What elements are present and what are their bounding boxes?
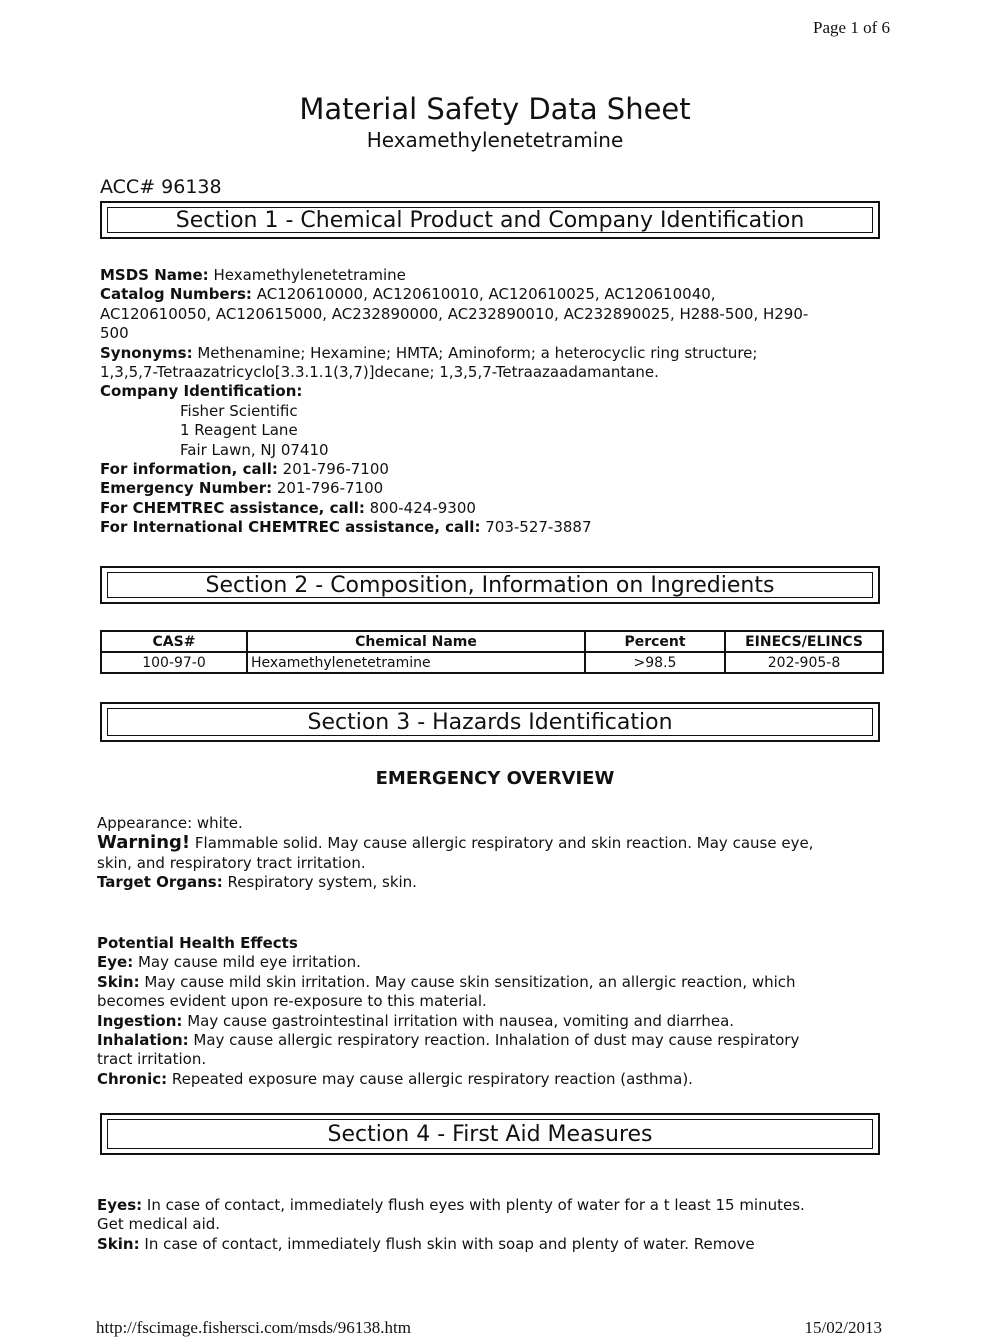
company-name: Fisher Scientific [180, 401, 298, 420]
info-phone: 201-796-7100 [282, 460, 389, 479]
synonyms-value: Methenamine; Hexamine; HMTA; Aminoform; a heterocyclic ring structure; [197, 343, 758, 362]
section-1-body [100, 266, 890, 538]
company-label-text: Company Identification: [100, 382, 303, 401]
health-effects-body [97, 934, 887, 1089]
section-4-title: Section 4 - First Aid Measures [107, 1119, 873, 1149]
target-organs-line [97, 873, 887, 892]
footer-url: http://fscimage.fishersci.com/msds/96138.htm [96, 1318, 411, 1337]
company-city: Fair Lawn, NJ 07410 [180, 440, 329, 459]
emergency-overview-heading: EMERGENCY OVERVIEW [375, 768, 615, 789]
chemtrec-label: For CHEMTREC assistance, call: [100, 498, 365, 517]
section-4-header [100, 1113, 880, 1155]
synonyms-label: Synonyms: [100, 343, 193, 362]
section-2-title: Section 2 - Composition, Information on Ingredients [107, 572, 873, 598]
info-label: For information, call: [100, 460, 278, 479]
health-effects-heading-text: Potential Health Effects [97, 934, 298, 952]
msds-name-line [100, 266, 890, 285]
first-aid-eyes-line-2: Get medical aid. [97, 1215, 221, 1234]
cell-chemical-name: Hexamethylenetetramine [247, 652, 585, 673]
catalog-line-3: 500 [100, 324, 129, 343]
page-number: Page 1 of 6 [813, 18, 890, 37]
target-organs-value: Respiratory system, skin. [227, 873, 417, 892]
eye-label: Eye: [97, 953, 134, 972]
appearance-line: Appearance: white. [97, 814, 243, 832]
section-3-title: Section 3 - Hazards Identification [107, 708, 873, 736]
catalog-label: Catalog Numbers: [100, 285, 252, 304]
intl-chemtrec-phone: 703-527-3887 [485, 518, 592, 537]
chemtrec-phone: 800-424-9300 [369, 498, 476, 517]
document-title: Material Safety Data Sheet [299, 92, 691, 126]
column-header-cas: CAS# [101, 631, 247, 652]
warning-text: Flammable solid. May cause allergic respiratory and skin reaction. May cause eye, [194, 834, 814, 853]
first-aid-eyes-label: Eyes: [97, 1196, 143, 1214]
first-aid-skin-text: In case of contact, immediately flush skin with soap and plenty of water. Remove [144, 1234, 755, 1253]
column-header-einecs: EINECS/ELINCS [725, 631, 883, 652]
info-line [100, 460, 890, 479]
warning-line [97, 833, 887, 853]
chemtrec-line [100, 499, 890, 518]
section-2-header [100, 566, 880, 604]
table-row [101, 652, 883, 673]
warning-label: Warning! [97, 832, 191, 854]
catalog-line-2: AC120610050, AC120615000, AC232890000, AC232890010, AC232890025, H288-500, H290- [100, 304, 809, 323]
inhalation-line-2: tract irritation. [97, 1050, 207, 1069]
chronic-text: Repeated exposure may cause allergic respiratory reaction (asthma). [171, 1069, 693, 1088]
emergency-line [100, 479, 890, 498]
warning-line-2: skin, and respiratory tract irritation. [97, 853, 366, 872]
target-organs-label: Target Organs: [97, 873, 223, 892]
msds-name-value: Hexamethylenetetramine [213, 266, 406, 284]
first-aid-skin-label: Skin: [97, 1234, 140, 1253]
eye-text: May cause mild eye irritation. [137, 953, 361, 972]
ingestion-label: Ingestion: [97, 1011, 183, 1030]
msds-name-label: MSDS Name: [100, 266, 209, 284]
column-header-percent: Percent [585, 631, 725, 652]
ingestion-text: May cause gastrointestinal irritation with nausea, vomiting and diarrhea. [187, 1011, 735, 1030]
hazards-overview-body [97, 814, 887, 893]
first-aid-eyes-line [97, 1196, 887, 1215]
skin-line-2: becomes evident upon re-exposure to this material. [97, 992, 487, 1011]
cell-cas: 100-97-0 [101, 652, 247, 673]
first-aid-eyes-text: In case of contact, immediately flush eyes with plenty of water for a t least 15 minutes. [146, 1196, 805, 1214]
ingredients-table [100, 630, 884, 674]
eye-line [97, 953, 887, 972]
skin-text: May cause mild skin irritation. May cause skin sensitization, an allergic reaction, which [144, 972, 796, 991]
cell-percent: >98.5 [585, 652, 725, 673]
document-subtitle: Hexamethylenetetramine [366, 128, 624, 152]
inhalation-text: May cause allergic respiratory reaction. Inhalation of dust may cause respiratory [193, 1031, 800, 1050]
catalog-line [100, 285, 890, 304]
section-3-header [100, 702, 880, 742]
cell-einecs: 202-905-8 [725, 652, 883, 673]
ingestion-line [97, 1012, 887, 1031]
section-1-header [100, 201, 880, 239]
synonyms-line [100, 344, 890, 363]
section-1-title: Section 1 - Chemical Product and Company Identification [107, 207, 873, 233]
acc-number: ACC# 96138 [100, 176, 222, 198]
chronic-label: Chronic: [97, 1069, 168, 1088]
inhalation-label: Inhalation: [97, 1031, 189, 1050]
intl-chemtrec-line [100, 518, 890, 537]
emergency-phone: 201-796-7100 [276, 479, 384, 498]
footer-date: 15/02/2013 [804, 1318, 882, 1337]
catalog-value: AC120610000, AC120610010, AC120610025, AC120610040, [256, 285, 716, 304]
first-aid-body [97, 1196, 887, 1254]
company-label [100, 382, 890, 401]
chronic-line [97, 1070, 887, 1089]
intl-chemtrec-label: For International CHEMTREC assistance, call: [100, 518, 481, 537]
synonyms-line-2: 1,3,5,7-Tetraazatricyclo[3.3.1.1(3,7)]decane; 1,3,5,7-Tetraazaadamantane. [100, 363, 659, 382]
first-aid-skin-line [97, 1235, 887, 1254]
inhalation-line [97, 1031, 887, 1050]
table-header-row [101, 631, 883, 652]
health-effects-heading [97, 934, 887, 953]
skin-line [97, 973, 887, 992]
column-header-chemical-name: Chemical Name [247, 631, 585, 652]
skin-label: Skin: [97, 972, 140, 991]
company-street: 1 Reagent Lane [180, 421, 298, 440]
emergency-label: Emergency Number: [100, 479, 273, 498]
